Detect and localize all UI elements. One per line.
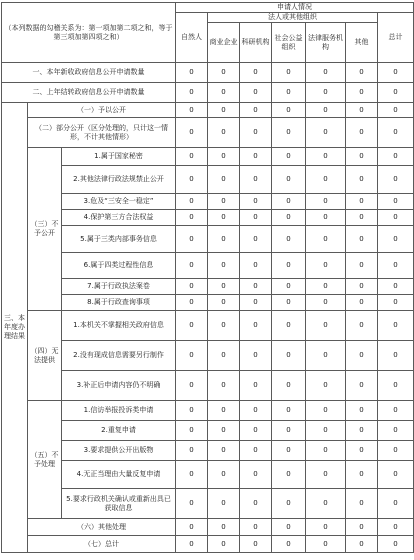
- table-row: [2, 253, 414, 279]
- legal-service-header: 法律服务机构: [306, 23, 346, 63]
- cell-value: 0: [306, 461, 346, 489]
- cell-value: 0: [240, 83, 272, 103]
- row-label: 二、上年结转政府信息公开申请数量: [2, 83, 176, 103]
- cell-value: 0: [378, 63, 414, 83]
- cell-value: 0: [346, 103, 378, 118]
- cell-value: 0: [306, 194, 346, 210]
- table-row: [2, 295, 414, 311]
- cell-value: 0: [272, 63, 306, 83]
- cell-value: 0: [306, 279, 346, 295]
- cell-value: 0: [208, 279, 240, 295]
- cell-value: 0: [272, 519, 306, 536]
- cell-value: 0: [346, 371, 378, 401]
- row-label: 4.无正当理由大量反复申请: [62, 461, 176, 489]
- cell-value: 0: [346, 421, 378, 441]
- cell-value: 0: [272, 103, 306, 118]
- cell-value: 0: [240, 295, 272, 311]
- cell-value: 0: [272, 536, 306, 553]
- cell-value: 0: [176, 210, 208, 226]
- cell-value: 0: [306, 83, 346, 103]
- cell-value: 0: [208, 148, 240, 166]
- cell-value: 0: [240, 103, 272, 118]
- row-label: 3.要求提供公开出版物: [62, 441, 176, 461]
- cell-value: 0: [272, 166, 306, 194]
- cell-value: 0: [208, 226, 240, 253]
- cell-value: 0: [378, 311, 414, 341]
- cell-value: 0: [306, 371, 346, 401]
- row-label: 8.属于行政查询事项: [62, 295, 176, 311]
- cell-value: 0: [306, 148, 346, 166]
- table-row: [2, 441, 414, 461]
- cell-value: 0: [346, 83, 378, 103]
- cell-value: 0: [176, 371, 208, 401]
- table-row: [2, 519, 414, 536]
- cell-value: 0: [346, 311, 378, 341]
- table-row: [2, 341, 414, 371]
- cell-value: 0: [176, 421, 208, 441]
- cell-value: 0: [208, 63, 240, 83]
- public-welfare-header: 社会公益组织: [272, 23, 306, 63]
- cell-value: 0: [176, 536, 208, 553]
- cell-value: 0: [272, 371, 306, 401]
- row-label: 一、本年新收政府信息公开申请数量: [2, 63, 176, 83]
- table-row: [2, 311, 414, 341]
- cell-value: 0: [176, 83, 208, 103]
- cell-value: 0: [306, 441, 346, 461]
- cell-value: 0: [272, 194, 306, 210]
- cell-value: 0: [346, 194, 378, 210]
- cell-value: 0: [176, 279, 208, 295]
- table-row: [2, 536, 414, 553]
- table-row: [2, 421, 414, 441]
- cell-value: 0: [378, 341, 414, 371]
- statistics-table: [1, 2, 414, 553]
- table-row: [2, 279, 414, 295]
- table-row: [2, 118, 414, 148]
- row-label: （六）其他处理: [28, 519, 176, 536]
- row-label: 4.保护第三方合法权益: [62, 210, 176, 226]
- cell-value: 0: [306, 118, 346, 148]
- cell-value: 0: [240, 194, 272, 210]
- cell-value: 0: [176, 341, 208, 371]
- cell-value: 0: [272, 83, 306, 103]
- cell-value: 0: [378, 166, 414, 194]
- cell-value: 0: [378, 371, 414, 401]
- row-label: 3.补正后申请内容仍不明确: [62, 371, 176, 401]
- cell-value: 0: [176, 103, 208, 118]
- cell-value: 0: [378, 194, 414, 210]
- cell-value: 0: [272, 341, 306, 371]
- cell-value: 0: [346, 401, 378, 421]
- cell-value: 0: [176, 226, 208, 253]
- cell-value: 0: [306, 489, 346, 519]
- cell-value: 0: [208, 166, 240, 194]
- total-header: 总计: [378, 13, 414, 63]
- cell-value: 0: [306, 519, 346, 536]
- cell-value: 0: [306, 341, 346, 371]
- cell-value: 0: [176, 194, 208, 210]
- row-label: 7.属于行政执法案卷: [62, 279, 176, 295]
- row-label: 1.属于国家秘密: [62, 148, 176, 166]
- cell-value: 0: [306, 253, 346, 279]
- cell-value: 0: [272, 489, 306, 519]
- cell-value: 0: [272, 118, 306, 148]
- cell-value: 0: [378, 253, 414, 279]
- section-three-label: 三、本年度办理结果: [2, 103, 28, 553]
- cell-value: 0: [378, 421, 414, 441]
- research-header: 科研机构: [240, 23, 272, 63]
- table-row: [2, 63, 414, 83]
- cell-value: 0: [378, 536, 414, 553]
- row-label: 2.其他法律行政法规禁止公开: [62, 166, 176, 194]
- cell-value: 0: [306, 63, 346, 83]
- cell-value: 0: [272, 295, 306, 311]
- cell-value: 0: [240, 311, 272, 341]
- table-row: [2, 401, 414, 421]
- cell-value: 0: [240, 536, 272, 553]
- cell-value: 0: [378, 118, 414, 148]
- cell-value: 0: [272, 253, 306, 279]
- cell-value: 0: [306, 166, 346, 194]
- table-row: [2, 371, 414, 401]
- cell-value: 0: [240, 148, 272, 166]
- cell-value: 0: [208, 210, 240, 226]
- cell-value: 0: [240, 401, 272, 421]
- row-label: 2.没有现成信息需要另行制作: [62, 341, 176, 371]
- cell-value: 0: [378, 279, 414, 295]
- cell-value: 0: [346, 118, 378, 148]
- row-label: 6.属于四类过程性信息: [62, 253, 176, 279]
- cell-value: 0: [208, 83, 240, 103]
- cell-value: 0: [346, 253, 378, 279]
- cell-value: 0: [240, 341, 272, 371]
- cell-value: 0: [306, 401, 346, 421]
- group-label: （四）无法提供: [28, 311, 62, 401]
- cell-value: 0: [272, 311, 306, 341]
- cell-value: 0: [240, 226, 272, 253]
- cell-value: 0: [272, 401, 306, 421]
- cell-value: 0: [346, 489, 378, 519]
- cell-value: 0: [208, 489, 240, 519]
- table-row: [2, 461, 414, 489]
- table-row: [2, 194, 414, 210]
- table-row: [2, 83, 414, 103]
- cell-value: 0: [208, 311, 240, 341]
- table-row: [2, 226, 414, 253]
- row-label: （七）总计: [28, 536, 176, 553]
- relationship-note: （本列数据的勾稽关系为：第一项加第二项之和，等于第三项加第四项之和）: [2, 3, 176, 63]
- cell-value: 0: [346, 461, 378, 489]
- cell-value: 0: [176, 63, 208, 83]
- cell-value: 0: [306, 210, 346, 226]
- legal-group-header: 法人或其他组织: [208, 13, 378, 23]
- cell-value: 0: [208, 441, 240, 461]
- cell-value: 0: [240, 63, 272, 83]
- cell-value: 0: [346, 63, 378, 83]
- cell-value: 0: [378, 401, 414, 421]
- cell-value: 0: [240, 461, 272, 489]
- cell-value: 0: [240, 118, 272, 148]
- row-label: 1.本机关不掌握相关政府信息: [62, 311, 176, 341]
- row-label: 5.属于三类内部事务信息: [62, 226, 176, 253]
- table-row: [2, 210, 414, 226]
- cell-value: 0: [240, 210, 272, 226]
- cell-value: 0: [176, 295, 208, 311]
- cell-value: 0: [346, 148, 378, 166]
- cell-value: 0: [176, 311, 208, 341]
- row-label: （一）予以公开: [28, 103, 176, 118]
- cell-value: 0: [346, 210, 378, 226]
- applicant-status-header: 申请人情况: [176, 3, 414, 13]
- cell-value: 0: [176, 519, 208, 536]
- cell-value: 0: [306, 226, 346, 253]
- cell-value: 0: [306, 311, 346, 341]
- cell-value: 0: [208, 103, 240, 118]
- table-row: [2, 103, 414, 118]
- cell-value: 0: [346, 536, 378, 553]
- cell-value: 0: [346, 279, 378, 295]
- row-label: （二）部分公开（区分处理的，只计这一情形，不计其他情形）: [28, 118, 176, 148]
- cell-value: 0: [176, 441, 208, 461]
- cell-value: 0: [176, 401, 208, 421]
- cell-value: 0: [240, 421, 272, 441]
- cell-value: 0: [240, 166, 272, 194]
- table-row: [2, 489, 414, 519]
- cell-value: 0: [378, 83, 414, 103]
- cell-value: 0: [378, 103, 414, 118]
- other-header: 其他: [346, 23, 378, 63]
- cell-value: 0: [272, 421, 306, 441]
- cell-value: 0: [208, 421, 240, 441]
- table-row: [2, 148, 414, 166]
- cell-value: 0: [240, 371, 272, 401]
- cell-value: 0: [346, 341, 378, 371]
- cell-value: 0: [208, 118, 240, 148]
- cell-value: 0: [378, 210, 414, 226]
- cell-value: 0: [272, 441, 306, 461]
- cell-value: 0: [208, 295, 240, 311]
- cell-value: 0: [240, 519, 272, 536]
- group-label: （三）不予公开: [28, 148, 62, 311]
- cell-value: 0: [306, 295, 346, 311]
- cell-value: 0: [346, 441, 378, 461]
- cell-value: 0: [306, 421, 346, 441]
- row-label: 2.重复申请: [62, 421, 176, 441]
- cell-value: 0: [272, 148, 306, 166]
- cell-value: 0: [176, 461, 208, 489]
- cell-value: 0: [346, 519, 378, 536]
- cell-value: 0: [272, 210, 306, 226]
- row-label: 5.要求行政机关确认或重新出具已获取信息: [62, 489, 176, 519]
- cell-value: 0: [208, 194, 240, 210]
- cell-value: 0: [240, 489, 272, 519]
- cell-value: 0: [208, 536, 240, 553]
- cell-value: 0: [176, 253, 208, 279]
- cell-value: 0: [208, 519, 240, 536]
- cell-value: 0: [306, 536, 346, 553]
- cell-value: 0: [208, 371, 240, 401]
- commercial-header: 商业企业: [208, 23, 240, 63]
- cell-value: 0: [346, 166, 378, 194]
- group-label: （五）不予处理: [28, 401, 62, 519]
- cell-value: 0: [378, 226, 414, 253]
- cell-value: 0: [272, 461, 306, 489]
- cell-value: 0: [378, 295, 414, 311]
- natural-person-header: 自然人: [176, 13, 208, 63]
- cell-value: 0: [306, 103, 346, 118]
- cell-value: 0: [272, 226, 306, 253]
- table-row: [2, 166, 414, 194]
- cell-value: 0: [346, 226, 378, 253]
- cell-value: 0: [240, 441, 272, 461]
- cell-value: 0: [176, 489, 208, 519]
- cell-value: 0: [208, 253, 240, 279]
- cell-value: 0: [346, 295, 378, 311]
- cell-value: 0: [378, 148, 414, 166]
- cell-value: 0: [240, 279, 272, 295]
- cell-value: 0: [176, 166, 208, 194]
- cell-value: 0: [208, 461, 240, 489]
- cell-value: 0: [378, 519, 414, 536]
- cell-value: 0: [378, 489, 414, 519]
- cell-value: 0: [208, 341, 240, 371]
- cell-value: 0: [176, 148, 208, 166]
- cell-value: 0: [176, 118, 208, 148]
- row-label: 1.信访举报投诉类申请: [62, 401, 176, 421]
- row-label: 3.危及“三安全一稳定”: [62, 194, 176, 210]
- cell-value: 0: [272, 279, 306, 295]
- cell-value: 0: [378, 461, 414, 489]
- cell-value: 0: [208, 401, 240, 421]
- cell-value: 0: [378, 441, 414, 461]
- cell-value: 0: [240, 253, 272, 279]
